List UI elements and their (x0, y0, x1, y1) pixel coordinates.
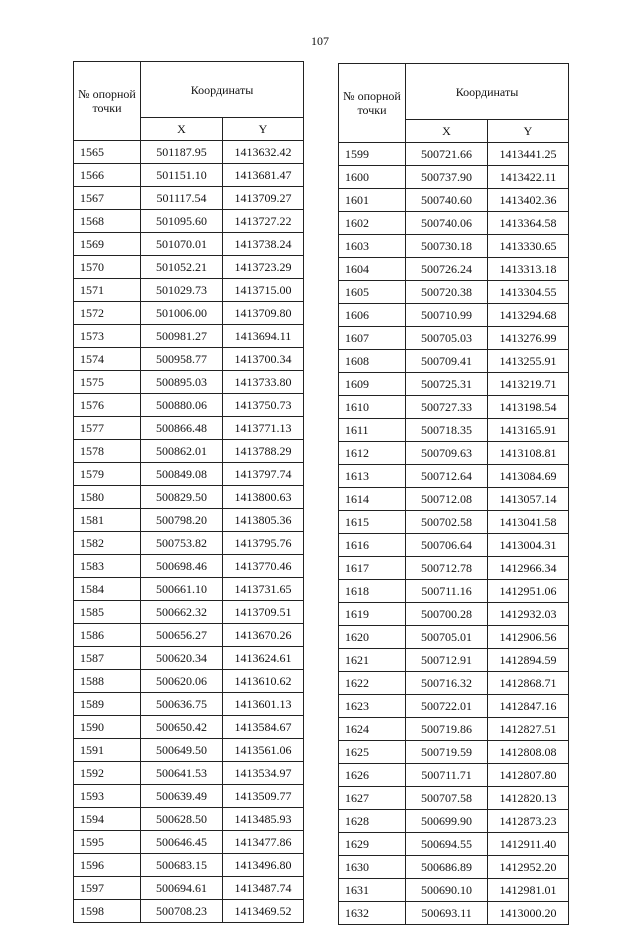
point-number-cell: 1622 (339, 672, 406, 695)
x-coordinate-cell: 500656.27 (141, 624, 223, 647)
y-coordinate-cell: 1413108.81 (488, 442, 569, 465)
point-number-cell: 1585 (74, 601, 141, 624)
table-row (74, 900, 304, 923)
y-coordinate-cell: 1413610.62 (223, 670, 304, 693)
x-coordinate-cell: 500712.91 (406, 649, 488, 672)
x-coordinate-cell: 500620.06 (141, 670, 223, 693)
x-coordinate-cell: 500646.45 (141, 831, 223, 854)
y-coordinate-cell: 1413771.13 (223, 417, 304, 440)
table-row (74, 716, 304, 739)
x-coordinate-cell: 500636.75 (141, 693, 223, 716)
table-row (74, 532, 304, 555)
x-coordinate-cell: 500707.58 (406, 787, 488, 810)
x-coordinate-cell: 500661.10 (141, 578, 223, 601)
coordinates-table-right (338, 63, 569, 925)
point-number-cell: 1589 (74, 693, 141, 716)
y-coordinate-cell: 1412868.71 (488, 672, 569, 695)
x-coordinate-cell: 500862.01 (141, 440, 223, 463)
y-coordinate-cell: 1413795.76 (223, 532, 304, 555)
table-row (339, 488, 569, 511)
table-row (74, 325, 304, 348)
y-coordinate-cell: 1413000.20 (488, 902, 569, 925)
table-row (339, 580, 569, 603)
y-coordinate-cell: 1413004.31 (488, 534, 569, 557)
y-coordinate-cell: 1413797.74 (223, 463, 304, 486)
point-number-cell: 1566 (74, 164, 141, 187)
table-row (339, 327, 569, 350)
table-row (74, 463, 304, 486)
table-row (74, 210, 304, 233)
y-coordinate-cell: 1413198.54 (488, 396, 569, 419)
point-number-cell: 1596 (74, 854, 141, 877)
table-row (339, 166, 569, 189)
x-coordinate-cell: 500725.31 (406, 373, 488, 396)
point-number-cell: 1587 (74, 647, 141, 670)
x-coordinate-cell: 500880.06 (141, 394, 223, 417)
point-number-cell: 1579 (74, 463, 141, 486)
point-number-cell: 1568 (74, 210, 141, 233)
point-number-cell: 1627 (339, 787, 406, 810)
y-coordinate-cell: 1412820.13 (488, 787, 569, 810)
y-coordinate-cell: 1413750.73 (223, 394, 304, 417)
table-row (339, 787, 569, 810)
table-row (339, 304, 569, 327)
y-coordinate-cell: 1413709.27 (223, 187, 304, 210)
y-coordinate-cell: 1413709.51 (223, 601, 304, 624)
point-number-cell: 1630 (339, 856, 406, 879)
x-coordinate-cell: 501006.00 (141, 302, 223, 325)
point-number-cell: 1578 (74, 440, 141, 463)
table-row (74, 877, 304, 900)
point-number-cell: 1626 (339, 764, 406, 787)
x-coordinate-cell: 500727.33 (406, 396, 488, 419)
x-coordinate-cell: 500700.28 (406, 603, 488, 626)
y-coordinate-cell: 1413584.67 (223, 716, 304, 739)
x-coordinate-cell: 500708.23 (141, 900, 223, 923)
table-row (339, 672, 569, 695)
table-row (74, 693, 304, 716)
x-coordinate-cell: 500720.38 (406, 281, 488, 304)
table-row (339, 534, 569, 557)
x-coordinate-cell: 500628.50 (141, 808, 223, 831)
y-coordinate-cell: 1413477.86 (223, 831, 304, 854)
point-number-cell: 1615 (339, 511, 406, 534)
x-coordinate-cell: 500712.64 (406, 465, 488, 488)
x-coordinate-cell: 500737.90 (406, 166, 488, 189)
y-coordinate-cell: 1413727.22 (223, 210, 304, 233)
y-coordinate-cell: 1413219.71 (488, 373, 569, 396)
point-number-cell: 1599 (339, 143, 406, 166)
point-number-cell: 1570 (74, 256, 141, 279)
y-coordinate-cell: 1413534.97 (223, 762, 304, 785)
point-number-cell: 1588 (74, 670, 141, 693)
y-coordinate-cell: 1413276.99 (488, 327, 569, 350)
table-row (339, 741, 569, 764)
point-number-cell: 1601 (339, 189, 406, 212)
y-coordinate-cell: 1413304.55 (488, 281, 569, 304)
x-coordinate-cell: 500798.20 (141, 509, 223, 532)
table-row (339, 511, 569, 534)
table-row (339, 235, 569, 258)
y-coordinate-cell: 1413485.93 (223, 808, 304, 831)
x-coordinate-cell: 501151.10 (141, 164, 223, 187)
y-coordinate-cell: 1413800.63 (223, 486, 304, 509)
x-coordinate-cell: 500712.08 (406, 488, 488, 511)
point-number-cell: 1632 (339, 902, 406, 925)
x-coordinate-cell: 500718.35 (406, 419, 488, 442)
y-coordinate-cell: 1413041.58 (488, 511, 569, 534)
y-coordinate-cell: 1413469.52 (223, 900, 304, 923)
point-number-cell: 1573 (74, 325, 141, 348)
point-number-cell: 1576 (74, 394, 141, 417)
table-row (74, 762, 304, 785)
point-number-header: № опорной точки (339, 64, 406, 143)
y-coordinate-cell: 1413561.06 (223, 739, 304, 762)
x-coordinate-cell: 500740.60 (406, 189, 488, 212)
x-coordinate-cell: 500683.15 (141, 854, 223, 877)
x-coordinate-cell: 500705.01 (406, 626, 488, 649)
table-row (74, 256, 304, 279)
point-number-header: № опорной точки (74, 62, 141, 141)
table-row (74, 624, 304, 647)
table-row (74, 187, 304, 210)
x-coordinate-cell: 500958.77 (141, 348, 223, 371)
y-coordinate-cell: 1412873.23 (488, 810, 569, 833)
table-row (339, 810, 569, 833)
point-number-cell: 1586 (74, 624, 141, 647)
table-row (339, 396, 569, 419)
table-row (339, 718, 569, 741)
x-coordinate-cell: 500690.10 (406, 879, 488, 902)
point-number-cell: 1612 (339, 442, 406, 465)
table-row (339, 879, 569, 902)
y-coordinate-cell: 1413601.13 (223, 693, 304, 716)
y-coordinate-cell: 1413294.68 (488, 304, 569, 327)
point-number-cell: 1628 (339, 810, 406, 833)
point-number-cell: 1571 (74, 279, 141, 302)
point-number-cell: 1581 (74, 509, 141, 532)
table-row (339, 603, 569, 626)
table-row (339, 764, 569, 787)
x-coordinate-cell: 500716.32 (406, 672, 488, 695)
x-coordinate-cell: 500698.46 (141, 555, 223, 578)
point-number-cell: 1594 (74, 808, 141, 831)
point-number-cell: 1569 (74, 233, 141, 256)
x-coordinate-cell: 500662.32 (141, 601, 223, 624)
table-row (74, 371, 304, 394)
table-row (339, 419, 569, 442)
x-coordinate-cell: 500620.34 (141, 647, 223, 670)
y-coordinate-cell: 1412951.06 (488, 580, 569, 603)
point-number-cell: 1582 (74, 532, 141, 555)
y-coordinate-cell: 1412966.34 (488, 557, 569, 580)
x-coordinate-cell: 500706.64 (406, 534, 488, 557)
x-coordinate-cell: 500649.50 (141, 739, 223, 762)
point-number-cell: 1610 (339, 396, 406, 419)
y-coordinate-cell: 1412932.03 (488, 603, 569, 626)
table-row (339, 557, 569, 580)
y-column-header: Y (223, 118, 304, 141)
table-row (339, 189, 569, 212)
point-number-cell: 1614 (339, 488, 406, 511)
y-coordinate-cell: 1412827.51 (488, 718, 569, 741)
x-coordinate-cell: 500699.90 (406, 810, 488, 833)
table-row (74, 164, 304, 187)
point-number-cell: 1613 (339, 465, 406, 488)
x-coordinate-cell: 500753.82 (141, 532, 223, 555)
table-row (74, 785, 304, 808)
point-number-cell: 1600 (339, 166, 406, 189)
point-number-cell: 1567 (74, 187, 141, 210)
y-coordinate-cell: 1412894.59 (488, 649, 569, 672)
y-coordinate-cell: 1412981.01 (488, 879, 569, 902)
y-coordinate-cell: 1413057.14 (488, 488, 569, 511)
point-number-cell: 1565 (74, 141, 141, 164)
table-row (74, 555, 304, 578)
point-number-cell: 1623 (339, 695, 406, 718)
point-number-cell: 1583 (74, 555, 141, 578)
table-row (74, 394, 304, 417)
y-coordinate-cell: 1413509.77 (223, 785, 304, 808)
point-number-cell: 1624 (339, 718, 406, 741)
point-number-cell: 1617 (339, 557, 406, 580)
point-number-cell: 1620 (339, 626, 406, 649)
coordinates-table-left (73, 61, 304, 923)
point-number-cell: 1625 (339, 741, 406, 764)
y-coordinate-cell: 1413700.34 (223, 348, 304, 371)
x-coordinate-cell: 500726.24 (406, 258, 488, 281)
point-number-cell: 1604 (339, 258, 406, 281)
x-coordinate-cell: 500694.61 (141, 877, 223, 900)
y-coordinate-cell: 1413738.24 (223, 233, 304, 256)
x-coordinate-cell: 500709.63 (406, 442, 488, 465)
y-coordinate-cell: 1413084.69 (488, 465, 569, 488)
coordinates-header: Координаты (141, 62, 304, 118)
point-number-cell: 1598 (74, 900, 141, 923)
point-number-cell: 1603 (339, 235, 406, 258)
x-coordinate-cell: 501095.60 (141, 210, 223, 233)
table-row (339, 212, 569, 235)
point-number-cell: 1605 (339, 281, 406, 304)
y-coordinate-cell: 1413496.80 (223, 854, 304, 877)
table-row (74, 578, 304, 601)
y-coordinate-cell: 1413441.25 (488, 143, 569, 166)
table-row (339, 465, 569, 488)
point-number-cell: 1595 (74, 831, 141, 854)
point-number-cell: 1592 (74, 762, 141, 785)
x-coordinate-cell: 500829.50 (141, 486, 223, 509)
y-coordinate-cell: 1413255.91 (488, 350, 569, 373)
point-number-cell: 1608 (339, 350, 406, 373)
point-number-cell: 1631 (339, 879, 406, 902)
y-coordinate-cell: 1412808.08 (488, 741, 569, 764)
page-number: 107 (311, 34, 329, 48)
table-row (74, 417, 304, 440)
point-number-cell: 1602 (339, 212, 406, 235)
y-coordinate-cell: 1413723.29 (223, 256, 304, 279)
x-coordinate-cell: 500693.11 (406, 902, 488, 925)
y-coordinate-cell: 1413709.80 (223, 302, 304, 325)
y-coordinate-cell: 1413733.80 (223, 371, 304, 394)
y-coordinate-cell: 1412906.56 (488, 626, 569, 649)
point-number-cell: 1611 (339, 419, 406, 442)
point-number-cell: 1574 (74, 348, 141, 371)
x-coordinate-cell: 500639.49 (141, 785, 223, 808)
point-number-cell: 1629 (339, 833, 406, 856)
y-coordinate-cell: 1413313.18 (488, 258, 569, 281)
x-coordinate-cell: 500641.53 (141, 762, 223, 785)
table-row (339, 143, 569, 166)
y-coordinate-cell: 1413681.47 (223, 164, 304, 187)
x-coordinate-cell: 500730.18 (406, 235, 488, 258)
y-coordinate-cell: 1412847.16 (488, 695, 569, 718)
y-coordinate-cell: 1413165.91 (488, 419, 569, 442)
x-coordinate-cell: 500705.03 (406, 327, 488, 350)
table-row (339, 649, 569, 672)
x-coordinate-cell: 500981.27 (141, 325, 223, 348)
x-coordinate-cell: 500719.86 (406, 718, 488, 741)
y-coordinate-cell: 1413694.11 (223, 325, 304, 348)
point-number-cell: 1593 (74, 785, 141, 808)
coordinates-header: Координаты (406, 64, 569, 120)
table-row (74, 670, 304, 693)
y-coordinate-cell: 1413364.58 (488, 212, 569, 235)
point-number-cell: 1577 (74, 417, 141, 440)
x-coordinate-cell: 500866.48 (141, 417, 223, 440)
table-row (74, 486, 304, 509)
x-coordinate-cell: 501117.54 (141, 187, 223, 210)
table-row (74, 302, 304, 325)
table-row (74, 233, 304, 256)
y-coordinate-cell: 1413487.74 (223, 877, 304, 900)
x-coordinate-cell: 500895.03 (141, 371, 223, 394)
y-coordinate-cell: 1413330.65 (488, 235, 569, 258)
point-number-cell: 1621 (339, 649, 406, 672)
y-coordinate-cell: 1413731.65 (223, 578, 304, 601)
x-coordinate-cell: 500740.06 (406, 212, 488, 235)
x-coordinate-cell: 500710.99 (406, 304, 488, 327)
table-row (339, 695, 569, 718)
y-coordinate-cell: 1412952.20 (488, 856, 569, 879)
x-coordinate-cell: 501029.73 (141, 279, 223, 302)
x-coordinate-cell: 500686.89 (406, 856, 488, 879)
table-row (339, 856, 569, 879)
table-row (339, 281, 569, 304)
point-number-cell: 1606 (339, 304, 406, 327)
table-row (339, 258, 569, 281)
point-number-cell: 1616 (339, 534, 406, 557)
x-coordinate-cell: 500650.42 (141, 716, 223, 739)
point-number-cell: 1584 (74, 578, 141, 601)
table-row (339, 833, 569, 856)
table-row (74, 831, 304, 854)
y-coordinate-cell: 1413670.26 (223, 624, 304, 647)
table-row (74, 509, 304, 532)
y-coordinate-cell: 1413632.42 (223, 141, 304, 164)
x-coordinate-cell: 501052.21 (141, 256, 223, 279)
x-coordinate-cell: 500721.66 (406, 143, 488, 166)
table-row (339, 626, 569, 649)
table-row (74, 647, 304, 670)
y-coordinate-cell: 1413402.36 (488, 189, 569, 212)
x-column-header: X (406, 120, 488, 143)
x-coordinate-cell: 500712.78 (406, 557, 488, 580)
x-coordinate-cell: 500702.58 (406, 511, 488, 534)
x-coordinate-cell: 500849.08 (141, 463, 223, 486)
point-number-cell: 1609 (339, 373, 406, 396)
x-coordinate-cell: 500694.55 (406, 833, 488, 856)
table-row (74, 440, 304, 463)
table-row (74, 279, 304, 302)
table-row (339, 350, 569, 373)
y-coordinate-cell: 1413770.46 (223, 555, 304, 578)
point-number-cell: 1597 (74, 877, 141, 900)
point-number-cell: 1619 (339, 603, 406, 626)
x-coordinate-cell: 500709.41 (406, 350, 488, 373)
y-column-header: Y (488, 120, 569, 143)
x-coordinate-cell: 501187.95 (141, 141, 223, 164)
table-row (74, 348, 304, 371)
table-row (74, 739, 304, 762)
x-coordinate-cell: 500719.59 (406, 741, 488, 764)
y-coordinate-cell: 1412911.40 (488, 833, 569, 856)
table-row (339, 442, 569, 465)
point-number-cell: 1591 (74, 739, 141, 762)
x-coordinate-cell: 501070.01 (141, 233, 223, 256)
table-row (74, 854, 304, 877)
y-coordinate-cell: 1413788.29 (223, 440, 304, 463)
y-coordinate-cell: 1412807.80 (488, 764, 569, 787)
y-coordinate-cell: 1413715.00 (223, 279, 304, 302)
table-row (339, 373, 569, 396)
point-number-cell: 1618 (339, 580, 406, 603)
x-coordinate-cell: 500711.16 (406, 580, 488, 603)
x-column-header: X (141, 118, 223, 141)
x-coordinate-cell: 500722.01 (406, 695, 488, 718)
point-number-cell: 1590 (74, 716, 141, 739)
x-coordinate-cell: 500711.71 (406, 764, 488, 787)
table-row (74, 141, 304, 164)
y-coordinate-cell: 1413805.36 (223, 509, 304, 532)
table-row (74, 601, 304, 624)
point-number-cell: 1572 (74, 302, 141, 325)
y-coordinate-cell: 1413422.11 (488, 166, 569, 189)
table-row (74, 808, 304, 831)
point-number-cell: 1575 (74, 371, 141, 394)
point-number-cell: 1607 (339, 327, 406, 350)
point-number-cell: 1580 (74, 486, 141, 509)
y-coordinate-cell: 1413624.61 (223, 647, 304, 670)
